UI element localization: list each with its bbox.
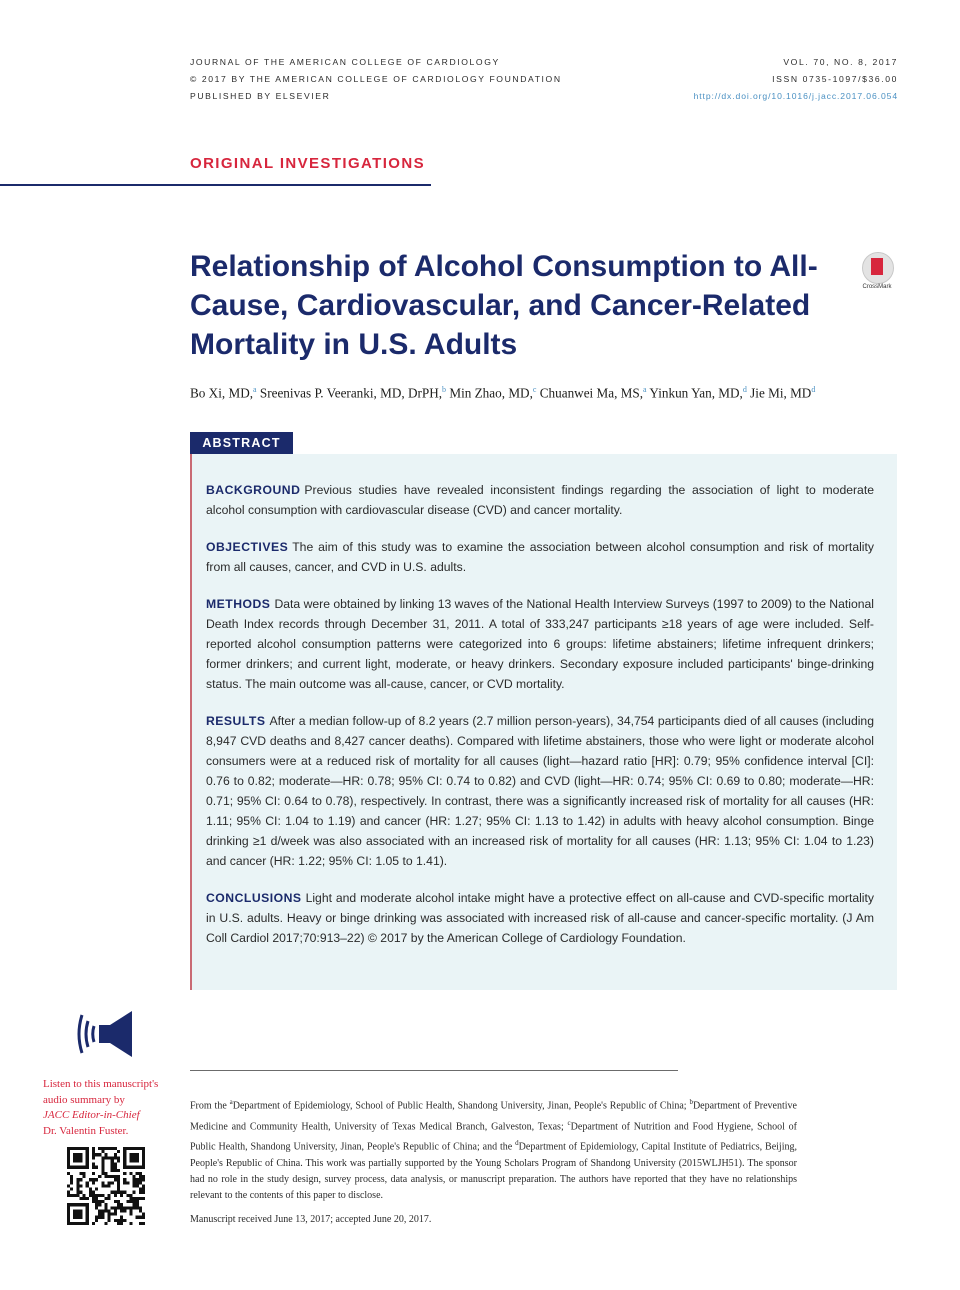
running-header-right — [694, 54, 898, 105]
author-affiliation-mark[interactable]: b — [442, 385, 447, 394]
author-affiliation-mark[interactable]: d — [811, 385, 816, 394]
affiliation-mark: a — [229, 1098, 233, 1106]
conclusions-text: Light and moderate alcohol intake might have a protective effect on all-cause and CVD-specific mortality in U.S. adults. Heavy or binge drinking was associated with increased risk of all-cause and cancer-specific mortality. (J Am Coll Cardiol 2017;70:913–22) © 2017 by the American College of Cardiology Foundation. — [206, 891, 874, 945]
affiliation-mark: c — [567, 1118, 571, 1127]
bookmark-icon — [871, 258, 883, 275]
objectives-heading: OBJECTIVES — [206, 540, 289, 554]
footnote-divider — [190, 1070, 678, 1071]
affiliation-intro: From the — [190, 1100, 230, 1112]
author-name: Min Zhao, MD, — [449, 385, 533, 401]
abstract-content — [206, 480, 874, 965]
abstract-box — [190, 454, 897, 990]
abstract-methods — [206, 594, 874, 694]
abstract-background — [206, 480, 874, 520]
affiliations-footnote — [190, 1094, 797, 1204]
journal-name: JOURNAL OF THE AMERICAN COLLEGE OF CARDIOLOGY — [190, 57, 500, 67]
abstract-label: ABSTRACT — [190, 432, 293, 454]
abstract-conclusions — [206, 888, 874, 948]
section-divider — [0, 184, 431, 186]
methods-text: Data were obtained by linking 13 waves of the National Health Interview Surveys (1997 to 2009) to the National Death Index records through December 31, 2011. A total of 333,247 participants ≥18 years of age were included. Self-reported alcohol consumption patterns were categorized into 6 groups: lifetime abstainers; lifetime infrequent drinkers; former drinkers; and current light, moderate, or heavy drinkers. Secondary exposure included participants' binge-drinking status. The main outcome was all-cause, cancer, or CVD mortality. — [206, 597, 875, 691]
doi-link[interactable]: http://dx.doi.org/10.1016/j.jacc.2017.06.054 — [693, 91, 898, 101]
running-header-left — [190, 54, 562, 105]
crossmark-label: CrossMark — [862, 284, 892, 290]
background-text: Previous studies have revealed inconsistent findings regarding the association of light to moderate alcohol consumption with cardiovascular disease (CVD) and cancer mortality. — [206, 483, 874, 517]
audio-caption-editor: JACC Editor-in-Chief — [43, 1109, 140, 1122]
author-affiliation-mark[interactable]: a — [253, 385, 257, 394]
affiliation-b: Department of Preventive Medicine and Community Health, University of Texas Medical Branch, Galveston, Texas; — [190, 1100, 797, 1132]
abstract-results — [206, 711, 874, 871]
issn-line: ISSN 0735-1097/$36.00 — [772, 74, 898, 84]
audio-caption-line2: Dr. Valentin Fuster. — [43, 1124, 129, 1137]
crossmark-badge[interactable] — [858, 252, 896, 294]
author-affiliation-mark[interactable]: d — [742, 385, 747, 394]
results-text: After a median follow-up of 8.2 years (2.7 million person-years), 34,754 participants died of all causes (including 8,947 CVD deaths and 8,427 cancer deaths). Compared with lifetime abstainers, those who were light or moderate alcohol consumers were at a reduced risk of mortality for all causes (light—hazard ratio [HR]: 0.79; 95% confidence interval [CI]: 0.76 to 0.82; moderate—HR: 0.78; 95% CI: 0.74 to 0.82) and CVD (light—HR: 0.74; 95% CI: 0.69 to 0.80; moderate—HR: 0.71; 95% CI: 0.64 to 0.78), respectively. In contrast, there was a significantly increased risk of mortality for all causes (HR: 1.11; 95% CI: 1.04 to 1.19) and cancer (HR: 1.27; 95% CI: 1.13 to 1.42) in adults with heavy alcohol consumption. Binge drinking ≥1 d/week was also associated with an increased risk of mortality for all causes (HR: 1.13; 95% CI: 1.04 to 1.23) and cancer (HR: 1.22; 95% CI: 1.05 to 1.41). — [206, 714, 874, 868]
author-name: Chuanwei Ma, MS, — [539, 385, 644, 401]
manuscript-received: Manuscript received June 13, 2017; accepted June 20, 2017. — [190, 1214, 432, 1225]
audio-speaker-icon[interactable] — [76, 1005, 136, 1063]
publisher-line: PUBLISHED BY ELSEVIER — [190, 91, 331, 101]
author-affiliation-mark[interactable]: c — [532, 385, 537, 394]
author-name: Sreenivas P. Veeranki, MD, DrPH, — [259, 385, 443, 401]
qr-code-icon[interactable] — [67, 1147, 145, 1225]
audio-caption-line1: Listen to this manuscript's audio summary by — [43, 1078, 159, 1106]
article-title: Relationship of Alcohol Consumption to All-Cause, Cardiovascular, and Cancer-Related Mortality in U.S. Adults — [190, 250, 818, 361]
abstract-objectives — [206, 537, 874, 577]
audio-caption[interactable] — [43, 1077, 183, 1139]
author-affiliation-mark[interactable]: a — [643, 385, 647, 394]
conclusions-heading: CONCLUSIONS — [206, 891, 302, 905]
affiliation-mark: d — [515, 1139, 519, 1148]
background-heading: BACKGROUND — [206, 483, 301, 497]
objectives-text: The aim of this study was to examine the association between alcohol consumption and risk of mortality from all causes, cancer, and CVD in U.S. adults. — [206, 540, 874, 574]
section-label: ORIGINAL INVESTIGATIONS — [190, 155, 425, 172]
affiliation-mark: b — [689, 1098, 693, 1106]
affiliation-c: Department of Nutrition and Food Hygiene, School of Public Health, Shandong University, Jinan, People's Republic of China; and the — [190, 1120, 797, 1153]
author-name: Yinkun Yan, MD, — [649, 385, 743, 401]
author-name: Bo Xi, MD, — [190, 385, 254, 401]
author-list — [190, 385, 910, 401]
results-heading: RESULTS — [206, 714, 266, 728]
affiliation-d: Department of Epidemiology, Capital Institute of Pediatrics, Beijing, People's Republic of China. This work was partially supported by the Young Scholars Program of Shandong University (2015WLJH51). The sponsor had no role in the study design, survey process, data analysis, or manuscript preparation. The authors have reported that they have no relationships relevant to the contents of this paper to disclose. — [190, 1141, 797, 1201]
affiliation-a: Department of Epidemiology, School of Public Health, Shandong University, Jinan, People's Republic of China; — [232, 1100, 690, 1112]
copyright-line: © 2017 BY THE AMERICAN COLLEGE OF CARDIOLOGY FOUNDATION — [190, 74, 562, 84]
author-name: Jie Mi, MD — [750, 385, 812, 401]
methods-heading: METHODS — [206, 597, 271, 611]
volume-line: VOL. 70, NO. 8, 2017 — [783, 57, 898, 67]
